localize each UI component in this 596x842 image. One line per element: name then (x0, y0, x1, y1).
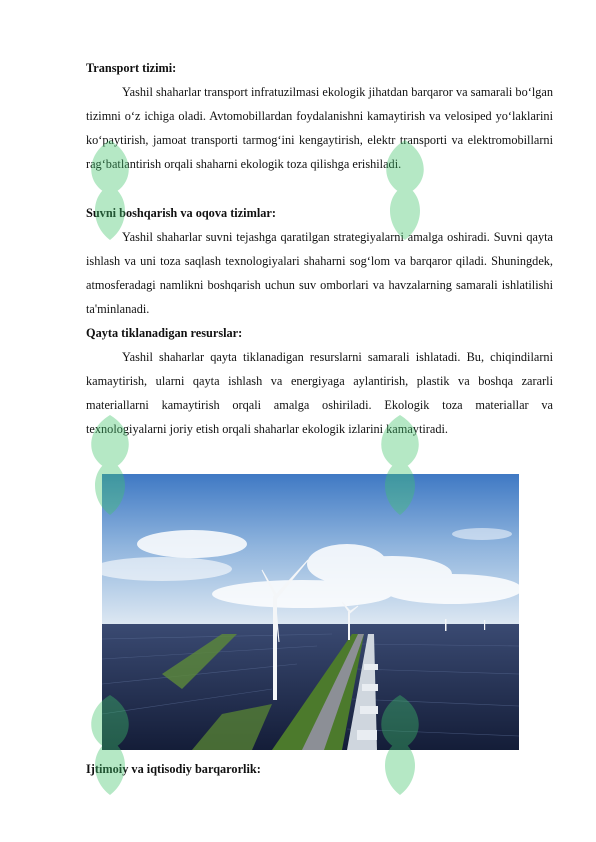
section-paragraph: Yashil shaharlar qayta tiklanadigan resurslarni samarali ishlatadi. Bu, chiqindilarni kamaytirish, ularni qayta ishlash va energiyaga aylantirish, plastik va boshqa zararli materiallarni kamaytirish orqali amalga oshiriladi. Ekologik toza materiallar va texnologiyalarni joriy etish orqali shaharlar ekologik izlarini kamaytiradi. (86, 350, 553, 437)
section-resources (86, 321, 553, 441)
section-paragraph: Yashil shaharlar suvni tejashga qaratilgan strategiyalarni amalga oshiradi. Suvni qayta ishlash va uni toza saqlash texnologiyalari shaharni sog‘lom va barqaror qiladi. Shuningdek, atmosferadagi namlikni boshqarish uchun suv omborlari va havzalarning samarali ishlatilishi ta'minlanadi. (86, 230, 553, 317)
section-paragraph: Yashil shaharlar transport infratuzilmasi ekologik jihatdan barqaror va samarali bo‘lgan tizimni o‘z ichiga oladi. Avtomobillardan foydalanishni kamaytirish va velosiped yo‘laklarini ko‘paytirish, jamoat transporti tarmog‘ini kengaytirish, elektr transporti va elektromobillarni rag‘batlantirish orqali shaharni ekologik toza qilishga erishiladi. (86, 85, 553, 172)
section-heading: Transport tizimi: (86, 61, 177, 75)
section-transport (86, 56, 553, 176)
section-heading-social-economic: Ijtimoiy va iqtisodiy barqarorlik: (86, 762, 261, 776)
wind-solar-farm-photo (102, 474, 519, 750)
section-heading: Suvni boshqarish va oqova tizimlar: (86, 206, 276, 220)
section-water (86, 201, 553, 321)
section-heading: Qayta tiklanadigan resurslar: (86, 326, 243, 340)
